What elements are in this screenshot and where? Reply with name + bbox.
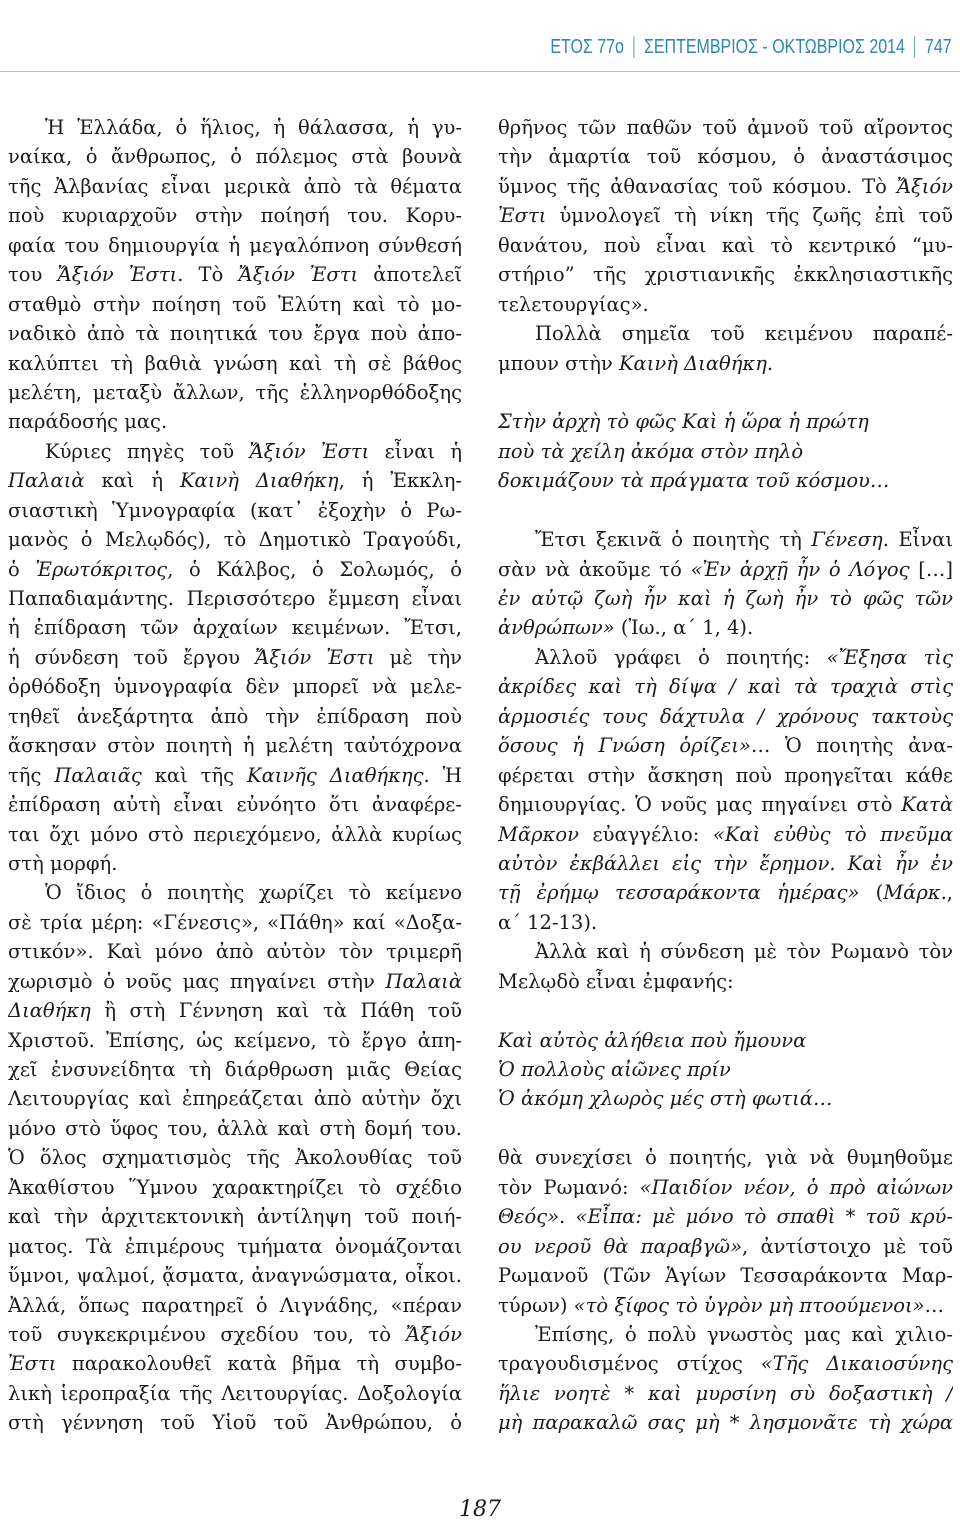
italic-run: Καινὴ Διαθήκη <box>618 351 767 375</box>
text-line <box>8 496 462 525</box>
text-run: εἶναι ἡ <box>369 439 462 463</box>
text-run: καὶ τὴν ἀρχιτεκτονικὴ ἀντίληψη τοῦ ποιή- <box>8 1205 462 1229</box>
text-run: Ὁ ἴδιος ὁ ποιητὴς χωρίζει τὸ κείμενο <box>45 881 462 905</box>
text-run: ποὺ τὰ χείλη ἀκόμα στὸν πηλὸ <box>498 439 804 463</box>
header-rule <box>0 71 960 72</box>
italic-run: Ἐστι <box>8 1352 57 1376</box>
text-run: Ὁ ἀκόμη χλωρὸς μές στὴ φωτιά… <box>498 1087 833 1111</box>
italic-run: Ἄξιόν <box>405 1322 462 1346</box>
italic-run: ἥλιε νοητὲ * καὶ μυρσίνη σὺ δοξαστικὴ / <box>498 1381 953 1405</box>
text-line <box>498 643 953 672</box>
paragraph <box>498 319 953 378</box>
text-run: ὑμνολογεῖ τὴ νίκη τῆς ζωῆς ἐπὶ τοῦ <box>546 204 953 228</box>
text-line <box>498 1232 953 1261</box>
text-line <box>8 1291 462 1320</box>
text-line <box>498 525 953 554</box>
text-line <box>8 201 462 230</box>
text-line <box>8 1173 462 1202</box>
verse-stanza <box>498 1026 953 1114</box>
text-run: σιαστικὴ Ὑμνογραφία (κατ᾽ ἐξοχὴν ὁ Ρω- <box>8 498 462 522</box>
paragraph <box>498 643 953 937</box>
journal-page-number: 747 <box>925 35 952 58</box>
text-line <box>498 820 953 849</box>
text-line <box>8 672 462 701</box>
text-run: τραγουδισμένος στίχος <box>498 1352 761 1376</box>
text-line <box>8 407 462 436</box>
header-separator <box>915 36 916 58</box>
text-run: μελέτη, μεταξὺ ἄλλων, τῆς ἑλληνορθόδοξης <box>8 380 462 404</box>
text-run: δημιουργίας. Ὁ νοῦς μας πηγαίνει στὸ <box>498 793 902 817</box>
text-line <box>8 1320 462 1349</box>
text-run: … Ὁ ποιητὴς ἀνα- <box>750 734 953 758</box>
text-line <box>8 113 462 142</box>
text-run: Παπαδιαμάντης. Περισσότερο ἔμμεση εἶναι <box>8 587 462 610</box>
text-run: στήριο” τῆς χριστιανικῆς ἐκκλησιαστικῆς <box>498 263 953 287</box>
text-run: χωρισμὸ ὁ νοῦς μας πηγαίνει στὴν <box>8 969 386 993</box>
italic-run: Διαθήκη <box>8 999 91 1023</box>
italic-run: αὐτὸν ἐκβάλλει εἰς τὴν ἔρημον. Καὶ ἦν ἐν <box>498 851 953 875</box>
italic-run: Ἄξιόν Ἐστι <box>57 263 178 287</box>
text-line <box>8 349 462 378</box>
text-line <box>8 466 462 495</box>
text-line <box>498 201 953 230</box>
text-run: θρῆνος τῶν παθῶν τοῦ ἀμνοῦ τοῦ αἴροντος <box>498 116 953 139</box>
text-run: χεῖ ἐνσυνείδητα τὴ διάρθρωση μιᾶς Θείας <box>8 1058 462 1081</box>
italic-run: «Ἐν ἀρχῇ ἦν ὁ Λόγος <box>690 557 910 581</box>
text-line <box>498 349 953 378</box>
text-line <box>8 172 462 201</box>
italic-run: Θεός» <box>498 1205 560 1229</box>
left-column <box>8 113 462 1438</box>
text-run: μανὸς ὁ Μελῳδός), τὸ Δημοτικὸ Τραγούδι, <box>8 528 462 552</box>
text-run: ναίκα, ὁ ἄνθρωπος, ὁ πόλεμος στὰ βουνὰ <box>8 145 462 169</box>
italic-run: Ἄξιόν <box>896 174 953 198</box>
text-line <box>498 260 953 289</box>
text-run: μπουν στὴν <box>498 351 619 375</box>
paragraph <box>8 437 462 879</box>
text-line <box>498 1320 953 1349</box>
text-line <box>498 849 953 878</box>
italic-run: ἀκρίδες καὶ τὴ δίψα / καὶ τὰ τραχιὰ στὶς <box>498 675 953 699</box>
text-run: σταθμὸ στὴν ποίηση τοῦ Ἐλύτη καὶ τὸ μο- <box>8 292 462 316</box>
verse-line <box>498 1055 953 1084</box>
text-run: ὀρθόδοξη ὑμνογραφία δὲν μπορεῖ νὰ μελε- <box>8 675 462 699</box>
italic-run: Ἐρωτόκριτος <box>35 557 168 581</box>
text-line <box>498 1261 953 1290</box>
text-run: καλύπτει τὴ βαθιὰ γνώση καὶ τὴ σὲ βάθος <box>8 351 462 375</box>
text-line <box>8 967 462 996</box>
text-run: φέρεται στὴν ἄσκηση ποὺ προηγεῖται κάθε <box>498 763 953 787</box>
paragraph <box>8 878 462 1437</box>
text-line <box>8 260 462 289</box>
text-line <box>498 702 953 731</box>
text-line <box>498 172 953 201</box>
text-line <box>8 1026 462 1055</box>
text-line <box>8 613 462 642</box>
italic-run: Παλαιὰ <box>385 969 462 993</box>
text-line <box>498 672 953 701</box>
text-run: εὐαγγέλιο: <box>578 822 713 846</box>
text-run: […] <box>909 557 953 581</box>
italic-run: Ἐστι <box>498 204 547 228</box>
text-line <box>8 142 462 171</box>
text-run: Κύριες πηγὲς τοῦ <box>45 439 250 463</box>
text-line <box>8 702 462 731</box>
text-line <box>8 996 462 1025</box>
text-line <box>8 290 462 319</box>
text-run: Ἀλλά, ὅπως παρατηρεῖ ὁ Λιγνάδης, «πέραν <box>8 1293 462 1317</box>
text-line <box>498 1202 953 1231</box>
paragraph <box>8 113 462 437</box>
text-line <box>8 1143 462 1172</box>
italic-run: Μάρκ. <box>883 881 947 905</box>
text-run: Ἀλλὰ καὶ ἡ σύνδεση μὲ τὸν Ρωμανὸ τὸν <box>535 940 953 964</box>
text-line <box>498 113 953 142</box>
text-line <box>498 1349 953 1378</box>
text-line <box>8 820 462 849</box>
text-run: θανάτου, ποὺ εἶναι καὶ τὸ κεντρικό “μυ- <box>498 233 953 257</box>
text-run: τὸν Ρωμανό: <box>498 1175 640 1199</box>
italic-run: ου νεροῦ θὰ παραβγῶ» <box>498 1234 743 1258</box>
italic-run: «Καὶ εὐθὺς τὸ πνεῦμα <box>712 822 953 846</box>
text-run: ἡ ἐπίδραση τῶν ἀρχαίων κειμένων. Ἔτσι, <box>8 616 462 640</box>
text-line <box>8 1084 462 1113</box>
running-header <box>551 33 952 61</box>
text-run: στὴ μορφή. <box>8 851 118 875</box>
text-run: λικὴ ἱεροπραξία τῆς Λειτουργίας. Δοξολογία <box>8 1381 462 1405</box>
text-line <box>8 555 462 584</box>
italic-run: Παλαιᾶς <box>54 763 142 787</box>
text-run: καὶ ἡ <box>84 469 180 493</box>
text-line <box>498 967 953 996</box>
text-run: . Τὸ <box>177 263 239 287</box>
text-run: Μελῳδὸ εἶναι ἐμφανής: <box>498 969 734 993</box>
text-run: . <box>559 1205 576 1229</box>
paragraph <box>498 525 953 643</box>
text-run: τῆς <box>8 763 55 787</box>
italic-run: «Ἔξησα τὶς <box>826 645 953 669</box>
text-line <box>498 231 953 260</box>
text-run: ἐπίδραση αὐτὴ εἶναι εὐνόητο ὅτι ἀναφέρε- <box>8 793 462 817</box>
text-run: Πολλὰ σημεῖα τοῦ κειμένου παραπέ- <box>535 322 953 346</box>
text-run: Ἀκαθίστου Ὕμνου χαρακτηρίζει τὸ σχέδιο <box>8 1175 462 1199</box>
text-run: . Ἡ <box>423 763 462 787</box>
italic-run: μὴ παρακαλῶ σας μὴ * λησμονᾶτε τὴ χώρα <box>498 1411 953 1435</box>
header-separator <box>634 36 635 58</box>
text-run: σὰν νὰ ἀκοῦμε τό <box>498 557 691 581</box>
text-line <box>8 231 462 260</box>
text-line <box>8 761 462 790</box>
italic-run: Ἄξιόν Ἐστι <box>238 263 359 287</box>
italic-run: ἀνθρώπων» <box>498 616 615 640</box>
italic-run: ἐν αὐτῷ ζωὴ ἦν καὶ ἡ ζωὴ ἦν τὸ φῶς τῶν <box>498 587 953 610</box>
text-run: α΄ 12-13). <box>498 910 598 934</box>
italic-run: «Εἶπα: μὲ μόνο τὸ σπαθὶ * τοῦ κρύ- <box>575 1205 953 1229</box>
italic-run: Ἄξιόν Ἐστι <box>249 439 370 463</box>
italic-run: Καινῆς Διαθήκης <box>247 763 424 787</box>
text-line <box>498 790 953 819</box>
text-line <box>8 378 462 407</box>
text-line <box>498 1143 953 1172</box>
text-run: ὕμνος τῆς ἀθανασίας τοῦ κόσμου. Τὸ <box>498 174 897 198</box>
text-run: . <box>766 351 774 375</box>
text-line <box>8 1408 462 1437</box>
text-run: . Εἶναι <box>882 528 953 552</box>
text-run: παράδοσής μας. <box>8 410 168 434</box>
italic-run: Γένεση <box>811 528 883 552</box>
text-line <box>8 878 462 907</box>
text-run: ται ὄχι μόνο στὸ περιεχόμενο, ἀλλὰ κυρίως <box>8 822 462 846</box>
text-run: Στὴν ἀρχὴ τὸ φῶς Καὶ ἡ ὥρα ἡ πρώτη <box>498 410 869 434</box>
text-run: φαία του δημιουργία ἡ μεγαλόπνοη σύνθεσή <box>8 233 462 257</box>
text-run: Ἔτσι ξεκινᾶ ὁ ποιητὴς τὴ <box>535 528 812 552</box>
text-run: τοῦ συγκεκριμένου σχεδίου του, τὸ <box>8 1322 406 1346</box>
text-run: Ὁ ὅλος σχηματισμὸς τῆς Ἀκολουθίας τοῦ <box>8 1146 462 1170</box>
text-run: Καὶ αὐτὸς ἀλήθεια ποὺ ἤμουνα <box>498 1028 807 1052</box>
text-line <box>498 937 953 966</box>
italic-run: τῇ ἐρήμῳ τεσσαράκοντα ἡμέρας» <box>498 881 860 905</box>
text-run: Ὁ πολλοὺς αἰῶνες πρίν <box>498 1058 731 1081</box>
verse-line <box>498 1026 953 1055</box>
verse-line <box>498 1084 953 1113</box>
text-line <box>498 584 953 613</box>
paragraph <box>498 113 953 319</box>
italic-run: Παλαιὰ <box>8 469 85 493</box>
text-line <box>498 878 953 907</box>
italic-run: Ἄξιόν Ἐστι <box>254 645 375 669</box>
italic-run: «Τῆς Δικαιοσύνης <box>760 1352 953 1376</box>
paragraph <box>498 1320 953 1438</box>
italic-run: Κατὰ <box>901 793 953 817</box>
text-run: ὁ <box>8 557 36 581</box>
text-line <box>8 1232 462 1261</box>
text-run: θὰ συνεχίσει ὁ ποιητής, γιὰ νὰ θυμηθοῦμε <box>498 1146 953 1170</box>
verse-stanza <box>498 407 953 495</box>
text-run: τὴν ἁμαρτία τοῦ κόσμου, ὁ ἀναστάσιμος <box>498 145 953 169</box>
text-line <box>8 937 462 966</box>
text-run: ποὺ κυριαρχοῦν στὴν ποίησή του. Κορυ- <box>8 204 462 228</box>
paragraph <box>498 937 953 996</box>
text-run: δοκιμάζουν τὰ πράγματα τοῦ κόσμου… <box>498 469 890 493</box>
text-run: ὕμνοι, ψαλμοί, ᾄσματα, ἀναγνώσματα, οἶκοι. <box>8 1264 462 1288</box>
text-line <box>8 849 462 878</box>
text-line <box>498 142 953 171</box>
text-line <box>8 525 462 554</box>
text-run: , ὁ Κάλβος, ὁ Σολωμός, ὁ <box>167 557 462 581</box>
text-line <box>8 1379 462 1408</box>
text-run: Ἀλλοῦ γράφει ὁ ποιητής: <box>535 645 827 669</box>
text-line <box>498 613 953 642</box>
text-run: Ρωμανοῦ (Τῶν Ἁγίων Τεσσαράκοντα Μαρ- <box>498 1264 953 1288</box>
italic-run: «Παιδίον νέον, ὁ πρὸ αἰώνων <box>639 1175 953 1199</box>
text-line <box>8 1261 462 1290</box>
text-line <box>8 908 462 937</box>
text-run: παρακολουθεῖ κατὰ βῆμα τὴ συμβο- <box>56 1352 462 1376</box>
text-run: , ἀντίστοιχο μὲ τοῦ <box>742 1234 953 1258</box>
text-line <box>498 761 953 790</box>
text-line <box>498 555 953 584</box>
text-run: Λειτουργίας καὶ ἐπηρεάζεται ἀπὸ αὐτὴν ὄχι <box>8 1087 462 1111</box>
paragraph <box>498 1143 953 1320</box>
text-run: ἢ στὴ Γέννηση καὶ τὰ Πάθη τοῦ <box>90 999 462 1023</box>
text-run: … <box>924 1293 945 1317</box>
text-run: Ἡ Ἑλλάδα, ὁ ἥλιος, ἡ θάλασσα, ἡ γυ- <box>45 116 462 139</box>
text-line <box>498 319 953 348</box>
text-line <box>498 1408 953 1437</box>
text-run: τῆς Ἀλβανίας εἶναι μερικὰ ἀπὸ τὰ θέματα <box>8 174 462 198</box>
italic-run: Μᾶρκον <box>498 822 579 846</box>
text-line <box>498 731 953 760</box>
text-line <box>8 643 462 672</box>
italic-run: ὅσους ἡ Γνώση ὁρίζει» <box>498 734 751 758</box>
text-run: μόνο στὸ ὕφος του, ἀλλὰ καὶ στὴ δομή του. <box>8 1116 462 1140</box>
italic-run: «τὸ ξίφος τὸ ὑγρὸν μὴ πτοούμενοι» <box>573 1293 925 1317</box>
text-line <box>8 1202 462 1231</box>
text-line <box>8 1114 462 1143</box>
text-run: ἡ σύνδεση τοῦ ἔργου <box>8 645 255 669</box>
text-line <box>8 584 462 613</box>
text-run: στικόν». Καὶ μόνο ἀπὸ αὐτὸν τὸν τριμερῆ <box>8 940 462 964</box>
italic-run: Καινὴ Διαθήκη <box>179 469 339 493</box>
text-line <box>498 908 953 937</box>
text-line <box>8 731 462 760</box>
verse-line <box>498 437 953 466</box>
journal-issue-date: ΣΕΠΤΕΜΒΡΙΟΣ - ΟΚΤΩΒΡΙΟΣ 2014 <box>644 35 906 58</box>
italic-run: ἁρμοσιές τους δάχτυλα / χρόνους τακτοὺς <box>498 704 953 728</box>
journal-volume: ΕΤΟΣ 77ο <box>550 35 625 58</box>
text-run: ἄσκησαν στὸν ποιητὴ ἡ μελέτη ταὐτόχρονα <box>8 734 462 758</box>
text-run: τύρων) <box>498 1293 574 1317</box>
text-line <box>498 290 953 319</box>
text-run: καὶ τῆς <box>141 763 248 787</box>
verse-line <box>498 407 953 436</box>
text-line <box>8 790 462 819</box>
text-run: ἀποτελεῖ <box>358 263 462 287</box>
text-run: σὲ τρία μέρη: «Γένεσις», «Πάθη» καί «Δοξα- <box>8 910 462 934</box>
text-run: στὴ γέννηση τοῦ Υἱοῦ τοῦ Ἀνθρώπου, ὁ <box>8 1411 462 1435</box>
text-line <box>8 1055 462 1084</box>
verse-line <box>498 466 953 495</box>
text-line <box>498 1291 953 1320</box>
text-line <box>498 1379 953 1408</box>
text-run: (Ἰω., α΄ 1, 4). <box>614 616 754 640</box>
text-line <box>8 319 462 348</box>
text-run: μὲ τὴν <box>374 645 462 669</box>
text-run: ματος. Τὰ ἐπιμέρους τμήματα ὀνομάζονται <box>8 1234 462 1258</box>
text-line <box>498 1173 953 1202</box>
text-run: Ἐπίσης, ὁ πολὺ γνωστὸς μας καὶ χιλιο- <box>535 1322 953 1346</box>
text-run: τηθεῖ ἀνεξάρτητα ἀπὸ τὴν ἐπίδραση ποὺ <box>8 704 462 728</box>
text-line <box>8 1349 462 1378</box>
right-column <box>498 113 953 1438</box>
page-number-footer: 187 <box>459 1497 501 1522</box>
text-run: , ἡ Ἐκκλη- <box>338 469 462 493</box>
text-run: του <box>8 263 58 287</box>
text-run: ναδικὸ ἀπὸ τὰ ποιητικά του ἔργα ποὺ ἀπο- <box>8 322 462 346</box>
text-run: τελετουργίας». <box>498 292 649 316</box>
text-run: ( <box>859 881 884 905</box>
text-run: , <box>946 881 953 905</box>
text-run: Χριστοῦ. Ἐπίσης, ὡς κείμενο, τὸ ἔργο ἀπη- <box>8 1028 462 1052</box>
text-line <box>8 437 462 466</box>
